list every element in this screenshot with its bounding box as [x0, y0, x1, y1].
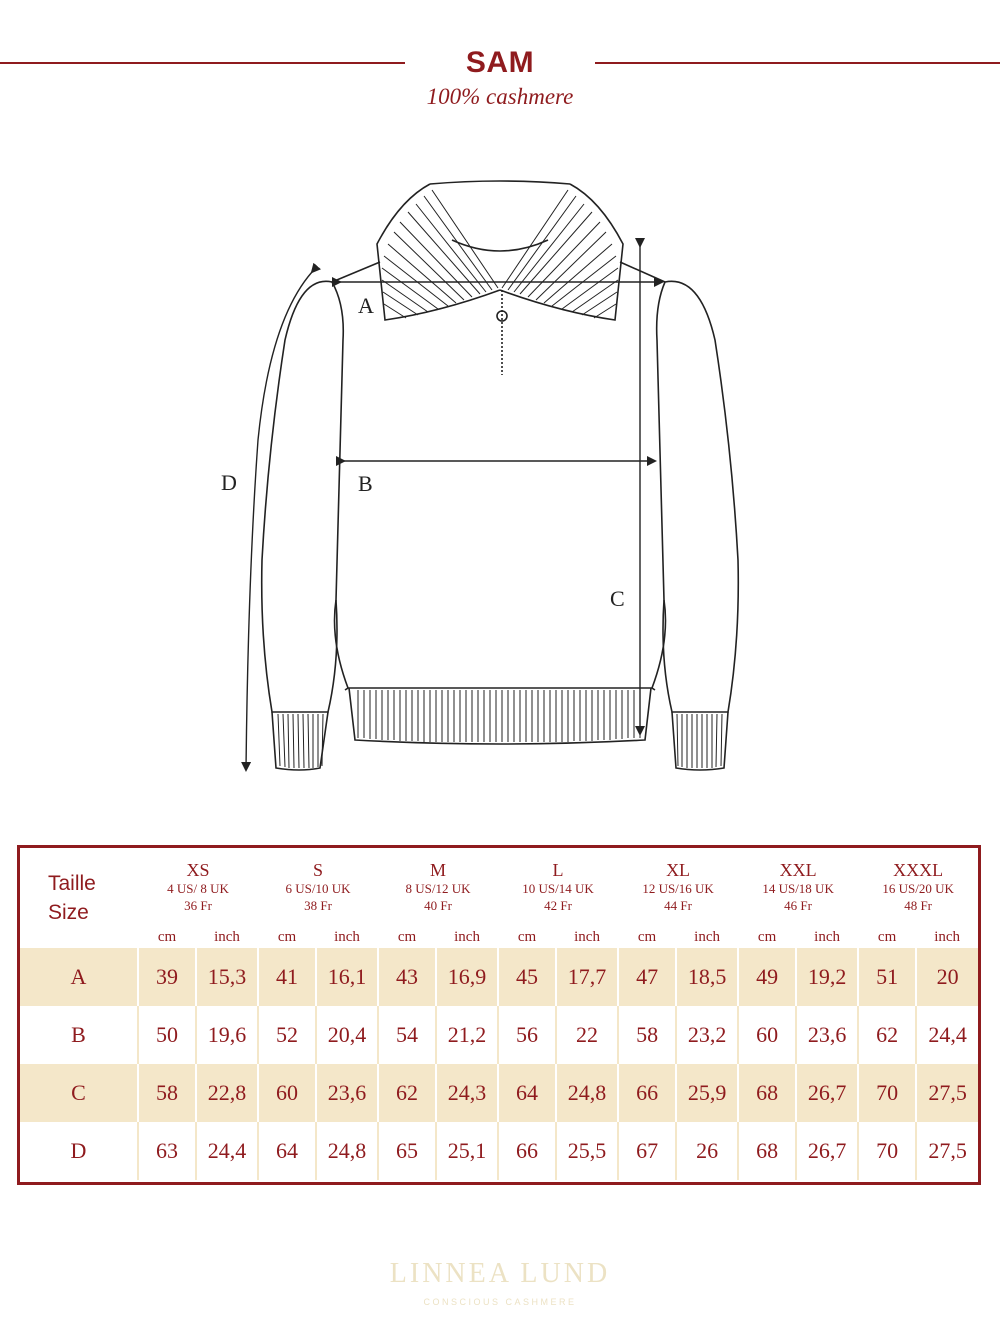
table-cell: 60 [258, 1064, 316, 1122]
row-label: B [71, 1022, 86, 1047]
unit-inch: inch [214, 928, 240, 945]
table-cell: 68 [738, 1064, 796, 1122]
table-cell: 47 [618, 948, 676, 1006]
size-col-m [378, 848, 498, 926]
table-cell: 24,4 [196, 1122, 258, 1180]
table-cell: 66 [498, 1122, 556, 1180]
row-header-cell [20, 848, 138, 948]
size-name: L [552, 860, 564, 880]
table-cell: 39 [138, 948, 196, 1006]
brand-tagline: CONSCIOUS CASHMERE [423, 1297, 577, 1307]
table-cell: 27,5 [916, 1122, 978, 1180]
right-sleeve [663, 281, 738, 712]
table-cell: 16,1 [316, 948, 378, 1006]
table-cell: 50 [138, 1006, 196, 1064]
row-label: C [20, 1064, 138, 1122]
table-row-d [20, 1122, 978, 1180]
unit-inch: inch [334, 928, 360, 945]
unit-inch: inch [814, 928, 840, 945]
right-shoulder [620, 262, 665, 282]
table-cell: 70 [858, 1064, 916, 1122]
size-fr: 40 Fr [424, 898, 452, 913]
table-cell: 64 [258, 1122, 316, 1180]
size-table [20, 848, 978, 1180]
table-cell: 20 [916, 948, 978, 1006]
unit-cm: cm [397, 928, 417, 945]
label-d: D [221, 470, 237, 495]
label-a: A [358, 293, 374, 318]
unit-row [20, 926, 978, 948]
brand-logo: LINNEA LUND [389, 1258, 611, 1289]
table-cell: 24,3 [436, 1064, 498, 1122]
label-b: B [358, 471, 373, 496]
unit-cm: cm [277, 928, 297, 945]
unit-cm: cm [637, 928, 657, 945]
left-sleeve [262, 281, 337, 712]
size-name: XXXL [893, 860, 944, 880]
size-fr: 42 Fr [544, 898, 572, 913]
table-cell: 22,8 [196, 1064, 258, 1122]
product-material: 100% cashmere [426, 84, 574, 109]
size-col-xxl [738, 848, 858, 926]
table-cell: 70 [858, 1122, 916, 1180]
table-cell: 58 [618, 1006, 676, 1064]
table-cell: 63 [138, 1122, 196, 1180]
right-cuff-ribbing [677, 714, 722, 768]
table-cell: 24,8 [316, 1122, 378, 1180]
left-cuff-ribbing [278, 714, 323, 768]
table-cell: 20,4 [316, 1006, 378, 1064]
size-us-uk: 6 US/10 UK [285, 881, 351, 896]
hem-ribbing [358, 690, 640, 742]
table-cell: 26,7 [796, 1122, 858, 1180]
left-shoulder [332, 262, 380, 282]
size-col-s [258, 848, 378, 926]
unit-inch: inch [574, 928, 600, 945]
size-us-uk: 10 US/14 UK [522, 881, 594, 896]
unit-inch: inch [454, 928, 480, 945]
table-cell: 66 [618, 1064, 676, 1122]
size-name: M [430, 860, 447, 880]
table-cell: 54 [378, 1006, 436, 1064]
table-cell: 25,5 [556, 1122, 618, 1180]
table-cell: 27,5 [916, 1064, 978, 1122]
unit-cm: cm [157, 928, 177, 945]
size-us-uk: 8 US/12 UK [405, 881, 471, 896]
size-fr: 36 Fr [184, 898, 212, 913]
size-name: XXL [779, 860, 817, 880]
table-cell: 49 [738, 948, 796, 1006]
table-cell: 23,6 [316, 1064, 378, 1122]
size-col-l [498, 848, 618, 926]
table-cell: 21,2 [436, 1006, 498, 1064]
unit-inch: inch [694, 928, 720, 945]
row-label: A [20, 948, 138, 1006]
row-header-taille: Taille [48, 872, 96, 895]
size-fr: 38 Fr [304, 898, 332, 913]
table-cell: 25,1 [436, 1122, 498, 1180]
unit-cm: cm [757, 928, 777, 945]
size-col-xl [618, 848, 738, 926]
size-chart [17, 845, 981, 1185]
table-cell: 23,6 [796, 1006, 858, 1064]
table-row-b [20, 1006, 978, 1064]
table-cell: 18,5 [676, 948, 738, 1006]
sweater-measurement-diagram [0, 160, 1000, 780]
table-cell: 68 [738, 1122, 796, 1180]
table-cell: 60 [738, 1006, 796, 1064]
table-cell: 22 [556, 1006, 618, 1064]
table-cell: 52 [258, 1006, 316, 1064]
unit-cm: cm [517, 928, 537, 945]
right-cuff [672, 712, 728, 770]
size-fr: 44 Fr [664, 898, 692, 913]
table-cell: 25,9 [676, 1064, 738, 1122]
table-cell: 58 [138, 1064, 196, 1122]
size-col-xs [138, 848, 258, 926]
product-title: SAM [465, 46, 535, 79]
table-cell: 64 [498, 1064, 556, 1122]
size-name: XL [666, 860, 691, 880]
unit-inch: inch [934, 928, 961, 945]
table-cell: 15,3 [196, 948, 258, 1006]
left-cuff [272, 712, 328, 770]
table-cell: 67 [618, 1122, 676, 1180]
table-cell: 23,2 [676, 1006, 738, 1064]
size-us-uk: 14 US/18 UK [762, 881, 834, 896]
table-cell: 24,8 [556, 1064, 618, 1122]
row-header-size: Size [48, 901, 89, 924]
size-us-uk: 16 US/20 UK [882, 881, 954, 896]
sweater-body-outline [332, 282, 348, 690]
table-row-c [20, 1064, 978, 1122]
unit-cm: cm [877, 928, 897, 945]
table-cell: 26 [676, 1122, 738, 1180]
size-us-uk: 12 US/16 UK [642, 881, 714, 896]
table-row-a [20, 948, 978, 1006]
table-cell: 43 [378, 948, 436, 1006]
table-cell: 19,2 [796, 948, 858, 1006]
size-col-xxxl [858, 848, 978, 926]
table-cell: 24,4 [916, 1006, 978, 1064]
collar-top [430, 181, 570, 184]
table-cell: 17,7 [556, 948, 618, 1006]
size-fr: 48 Fr [904, 898, 932, 913]
table-cell: 56 [498, 1006, 556, 1064]
table-cell: 45 [498, 948, 556, 1006]
table-cell: 19,6 [196, 1006, 258, 1064]
row-label: D [70, 1138, 87, 1163]
size-fr: 46 Fr [784, 898, 812, 913]
table-cell: 26,7 [796, 1064, 858, 1122]
size-name: XS [186, 860, 210, 880]
label-c: C [610, 586, 625, 611]
table-cell: 16,9 [436, 948, 498, 1006]
table-cell: 51 [858, 948, 916, 1006]
size-us-uk: 4 US/ 8 UK [167, 881, 229, 896]
table-cell: 65 [378, 1122, 436, 1180]
table-cell: 41 [258, 948, 316, 1006]
size-header-row [20, 848, 978, 926]
measure-d-arrow [246, 272, 312, 770]
size-name: S [313, 860, 324, 880]
table-cell: 62 [378, 1064, 436, 1122]
table-cell: 62 [858, 1006, 916, 1064]
